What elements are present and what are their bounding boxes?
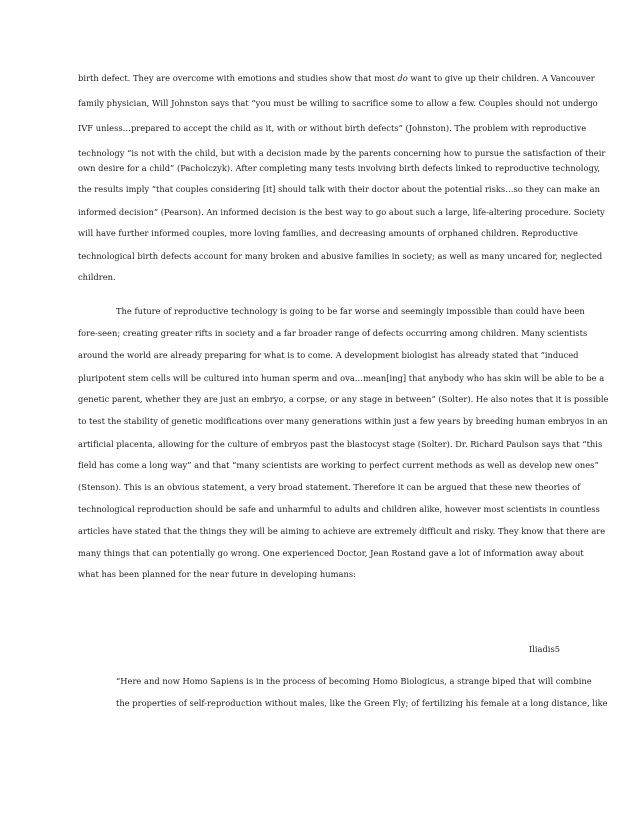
- paragraph-line-1: birth defect. They are overcome with emotions and studies show that most do want to give up their children. A Vancouver: [78, 73, 595, 83]
- paragraph-line-17: artificial placenta, allowing for the culture of embryos past the blastocyst stage (Solter). Dr. Richard Paulson says that “this: [78, 439, 603, 449]
- quote-line-1: “Here and now Homo Sapiens is in the process of becoming Homo Biologicus, a strange biped that will combine: [116, 676, 592, 686]
- paragraph-line-12: fore-seen; creating greater rifts in society and a far broader range of defects occurring among children. Many scientists: [78, 328, 588, 338]
- paragraph-line-3: IVF unless…prepared to accept the child as it, with or without birth defects” (Johnston). The problem with reproductive: [78, 123, 587, 133]
- paragraph-line-22: many things that can potentially go wrong. One experienced Doctor, Jean Rostand gave a lot of information away about: [78, 548, 584, 558]
- paragraph-line-5: own desire for a child” (Pacholczyk). After completing many tests involving birth defects linked to reproductive technology,: [78, 163, 601, 173]
- paragraph-line-11: The future of reproductive technology is going to be far worse and seemingly impossible than could have been: [116, 306, 585, 316]
- paragraph-line-7: informed decision” (Pearson). An informed decision is the best way to go about such a large, life-altering procedure. Society: [78, 207, 605, 217]
- paragraph-line-8: will have further informed couples, more loving families, and decreasing amounts of orphaned children. Reproductive: [78, 228, 578, 238]
- page-header: Iliadis5: [528, 644, 560, 654]
- paragraph-line-15: genetic parent, whether they are just an embryo, a corpse, or any stage in between” (Solter). He also notes that it is possible: [78, 394, 609, 404]
- paragraph-line-20: technological reproduction should be safe and unharmful to adults and children alike, however most scientists in countless: [78, 504, 600, 514]
- paragraph-line-4: technology “is not with the child, but with a decision made by the parents concerning how to pursue the satisfaction of their: [78, 148, 606, 158]
- paragraph-line-18: field has come a long way” and that “many scientists are working to perfect current methods as well as develop new ones”: [78, 460, 599, 470]
- paragraph-line-6: the results imply “that couples considering [it] should talk with their doctor about the potential risks…so they can make an: [78, 184, 600, 194]
- quote-line-2: the properties of self-reproduction without males, like the Green Fly; of fertilizing his female at a long distance, like: [116, 698, 608, 708]
- paragraph-line-13: around the world are already preparing for what is to come. A development biologist has already stated that “induced: [78, 350, 579, 360]
- paragraph-line-21: articles have stated that the things they will be aiming to achieve are extremely difficult and risky. They know that there are: [78, 526, 606, 536]
- paragraph-line-9: technological birth defects account for many broken and abusive families in society; as well as many uncared for, neglected: [78, 251, 603, 261]
- paragraph-line-19: (Stenson). This is an obvious statement, a very broad statement. Therefore it can be argued that these new theories of: [78, 482, 581, 492]
- paragraph-line-16: to test the stability of genetic modifications over many generations within just a few years by breeding human embryos in an: [78, 416, 608, 426]
- paragraph-line-10: children.: [78, 272, 116, 282]
- paragraph-line-14: pluripotent stem cells will be cultured into human sperm and ova…mean[ing] that anybody who has skin will be able to be a: [78, 373, 605, 383]
- paragraph-line-2: family physician, Will Johnston says that “you must be willing to sacrifice some to allow a few. Couples should not undergo: [78, 98, 598, 108]
- paragraph-line-23: what has been planned for the near future in developing humans:: [78, 569, 356, 579]
